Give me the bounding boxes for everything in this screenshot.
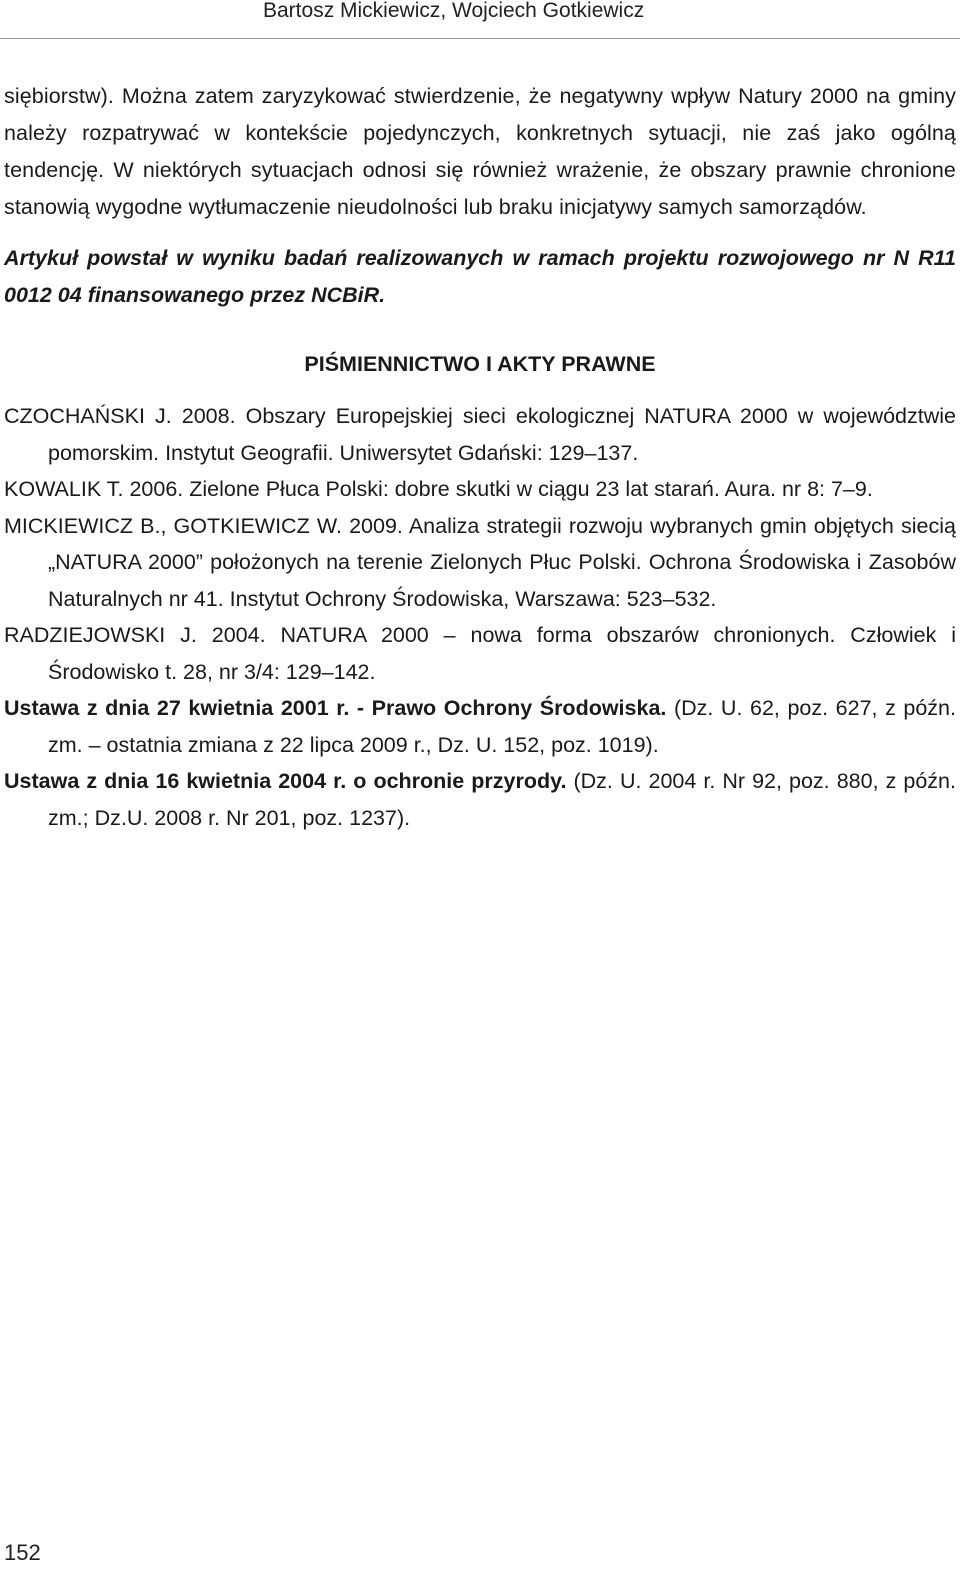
bibliography-entry: [4, 508, 956, 618]
entry-text: MICKIEWICZ B., GOTKIEWICZ W. 2009. Analiza strategii rozwoju wybranych gmin objętych siecią „NATURA 2000” położonych na terenie Zielonych Płuc Polski. Ochrona Środowiska i Zasobów Naturalnych nr 41. Instytut Ochrony Środowiska, Warszawa: 523–532.: [4, 513, 956, 611]
entry-lead: Ustawa z dnia 27 kwietnia 2001 r. - Prawo Ochrony Środowiska.: [4, 696, 667, 720]
entry-text: KOWALIK T. 2006. Zielone Płuca Polski: dobre skutki w ciągu 23 lat starań. Aura. nr 8: 7–9.: [4, 477, 873, 501]
page-number: 152: [4, 1540, 41, 1565]
entry-text: RADZIEJOWSKI J. 2004. NATURA 2000 – nowa forma obszarów chronionych. Człowiek i Środowisko t. 28, nr 3/4: 129–142.: [4, 623, 956, 684]
acknowledgement-note: Artykuł powstał w wyniku badań realizowanych w ramach projektu rozwojowego nr N R11 0012 04 finansowanego przez NCBiR.: [4, 246, 956, 307]
body-paragraph: siębiorstw). Można zatem zaryzykować stwierdzenie, że negatywny wpływ Natury 2000 na gminy należy rozpatrywać w kontekście pojedynczych, konkretnych sytuacji, nie zaś jako ogólną tendencję. W niektórych sytuacjach odnosi się również wrażenie, że obszary prawnie chronione stanowią wygodne wytłumaczenie nieudolności lub braku inicjatywy samych samorządów.: [4, 84, 956, 219]
bibliography-entry: [4, 398, 956, 471]
bibliography-entry: [4, 690, 956, 763]
bibliography-heading: PIŚMIENNICTWO I AKTY PRAWNE: [304, 352, 656, 376]
running-header: [0, 0, 960, 39]
bibliography-entry: [4, 617, 956, 690]
bibliography-entry: [4, 763, 956, 836]
entry-lead: Ustawa z dnia 16 kwietnia 2004 r. o ochronie przyrody.: [4, 769, 567, 793]
page-content: [4, 78, 956, 836]
running-head-authors: Bartosz Mickiewicz, Wojciech Gotkiewicz: [263, 0, 645, 22]
entry-text: (Dz. U. 62, poz. 627, z późn. zm. – ostatnia zmiana z 22 lipca 2009 r., Dz. U. 152, poz. 1019).: [48, 696, 956, 757]
bibliography-entry: [4, 471, 956, 508]
entry-text: (Dz. U. 2004 r. Nr 92, poz. 880, z późn. zm.; Dz.U. 2008 r. Nr 201, poz. 1237).: [48, 769, 956, 830]
bibliography-list: [4, 398, 956, 836]
entry-text: CZOCHAŃSKI J. 2008. Obszary Europejskiej sieci ekologicznej NATURA 2000 w województwie pomorskim. Instytut Geografii. Uniwersytet Gdański: 129–137.: [4, 404, 956, 465]
